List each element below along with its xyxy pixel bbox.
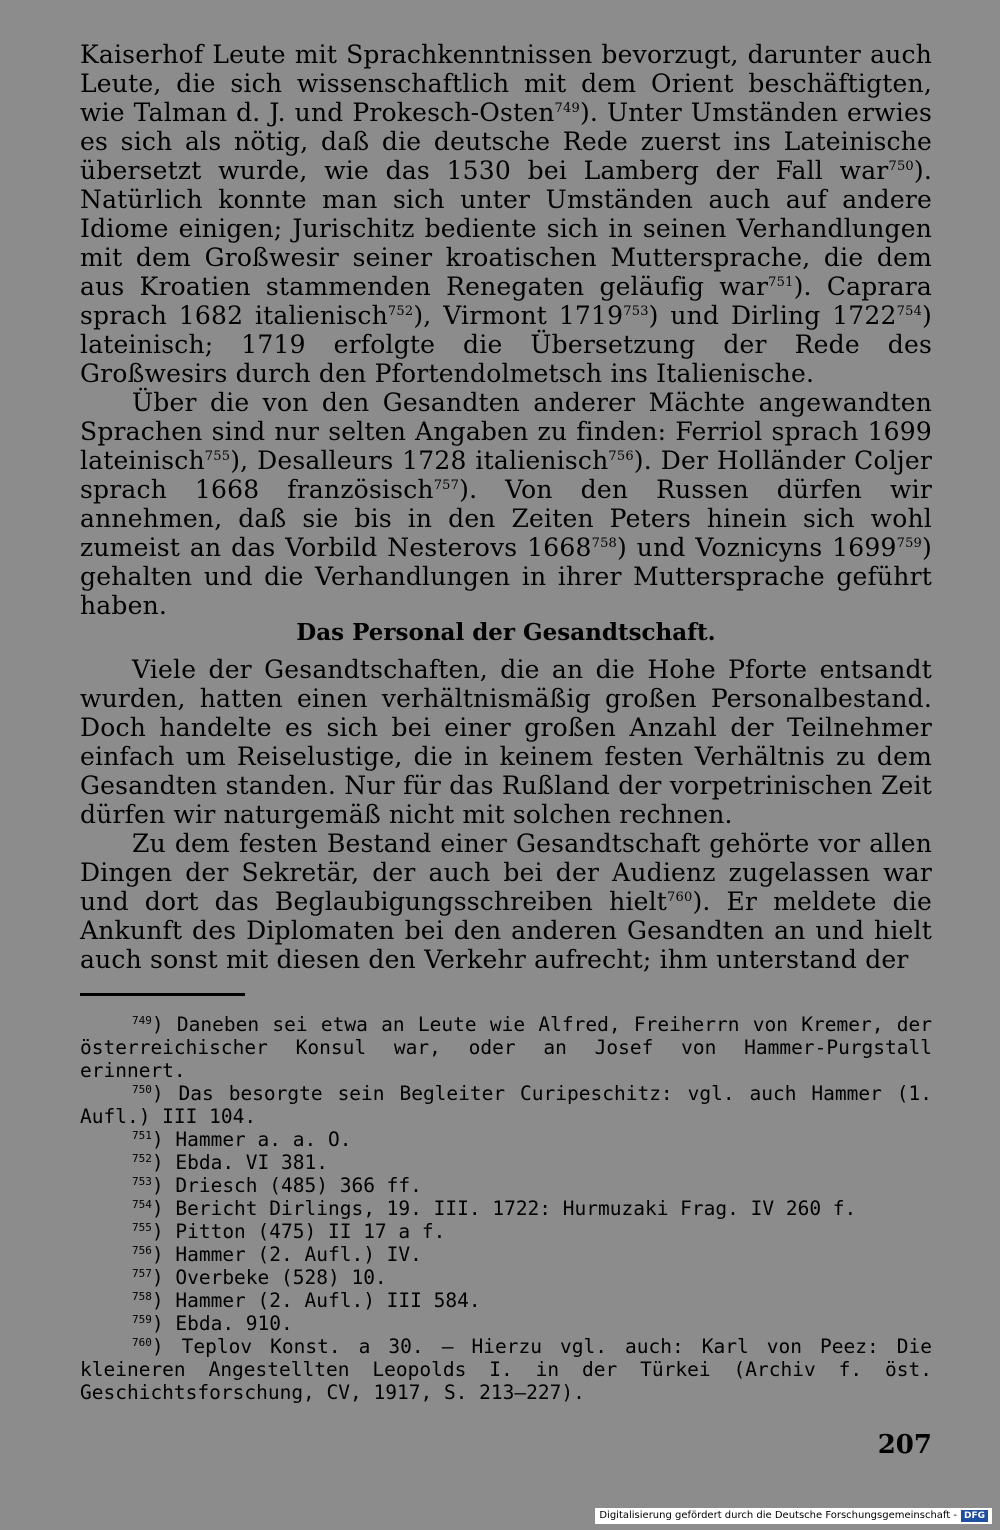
footnote-number: 751 <box>132 1129 152 1142</box>
footnote-number: 750 <box>132 1083 152 1096</box>
text-run: Kaiserhof Leute mit Sprachkenntnissen bevorzugt, darunter auch Leute, die sich wissenschaftlich mit dem Orient beschäftigten, wie Talman d. J. und Prokesch-Osten <box>80 40 932 127</box>
footnote <box>80 1174 932 1197</box>
credit-text: Digitalisierung gefördert durch die Deutsche Forschungsgemeinschaft - <box>599 1510 957 1521</box>
footnote-number: 752 <box>132 1152 152 1165</box>
text-run: ). Von den Russen dürfen wir annehmen, daß sie bis in den Zeiten Peters hinein sich wohl zumeist an das Vorbild Nesterovs 1668 <box>80 475 932 562</box>
footnote <box>80 1266 932 1289</box>
footnote-number: 756 <box>132 1244 152 1257</box>
footnote-separator <box>80 993 245 996</box>
footnote <box>80 1335 932 1404</box>
footnote-ref: 757 <box>433 478 460 493</box>
footnote-text: ) Hammer (2. Aufl.) IV. <box>151 1243 422 1266</box>
footnote-number: 753 <box>132 1175 152 1188</box>
text-run: Zu dem festen Bestand einer Gesandtschaft gehörte vor allen Dingen der Sekretär, der auch bei der Audienz zugelassen war und dort das Beglaubigungsschreiben hielt <box>80 829 932 916</box>
footnote-text: ) Hammer a. a. O. <box>151 1128 352 1151</box>
dfg-logo-icon: DFG <box>961 1510 988 1522</box>
footnote-number: 759 <box>132 1313 152 1326</box>
body-text-section <box>80 655 932 974</box>
paragraph <box>80 655 932 829</box>
footnote-number: 755 <box>132 1221 152 1234</box>
footnote-text: ) Teplov Konst. a 30. — Hierzu vgl. auch: Karl von Peez: Die kleineren Angestellten Leopolds I. in der Türkei (Archiv f. öst. Geschichtsforschung, CV, 1917, S. 213—227). <box>80 1335 932 1404</box>
footnote <box>80 1013 932 1082</box>
section-heading: Das Personal der Gesandtschaft. <box>296 619 716 646</box>
footnote-text: ) Ebda. 910. <box>151 1312 293 1335</box>
footnote-number: 758 <box>132 1290 152 1303</box>
footnote-number: 760 <box>132 1336 152 1349</box>
footnote-number: 754 <box>132 1198 152 1211</box>
footnote <box>80 1312 932 1335</box>
footnote-text: ) Bericht Dirlings, 19. III. 1722: Hurmuzaki Frag. IV 260 f. <box>151 1197 857 1220</box>
text-run: ) lateinisch; 1719 erfolgte die Übersetzung der Rede des Großwesirs durch den Pfortendolmetsch ins Italienische. <box>80 301 933 388</box>
footnote-text: ) Overbeke (528) 10. <box>151 1266 387 1289</box>
footnote-ref: 758 <box>591 536 618 551</box>
footnote-text: ) Hammer (2. Aufl.) III 584. <box>151 1289 481 1312</box>
footnote-ref: 760 <box>667 890 693 905</box>
text-run: ). Caprara sprach 1682 italienisch <box>80 272 932 330</box>
text-run: ). Der Holländer Coljer sprach 1668 französisch <box>80 446 932 504</box>
text-run: ), Desalleurs 1728 italienisch <box>230 446 609 475</box>
text-run: ). Unter Umständen erwies es sich als nötig, daß die deutsche Rede zuerst ins Lateinische übersetzt wurde, wie das 1530 bei Lamberg der Fall war <box>80 98 932 185</box>
footnote-text: ) Das besorgte sein Begleiter Curipeschitz: vgl. auch Hammer (1. Aufl.) III 104. <box>80 1082 932 1128</box>
footnote-ref: 753 <box>623 304 649 319</box>
footnote-number: 749 <box>132 1014 152 1027</box>
footnote-ref: 756 <box>608 449 634 464</box>
footnote <box>80 1289 932 1312</box>
paragraph <box>80 829 932 974</box>
text-run: ) gehalten und die Verhandlungen in ihrer Muttersprache geführt haben. <box>80 533 932 620</box>
text-run: ). Er meldete die Ankunft des Diplomaten bei den anderen Gesandten an und hielt auch sonst mit diesen den Verkehr aufrecht; ihm unterstand der <box>80 887 932 974</box>
digitization-credit <box>595 1508 992 1524</box>
footnote <box>80 1151 932 1174</box>
footnote <box>80 1128 932 1151</box>
footnote-ref: 751 <box>768 275 794 290</box>
footnote-text: ) Ebda. VI 381. <box>151 1151 328 1174</box>
footnote-ref: 752 <box>387 304 414 319</box>
footnote <box>80 1082 932 1128</box>
page-number: 207 <box>877 1430 932 1460</box>
paragraph <box>80 40 932 388</box>
footnote-ref: 755 <box>204 449 231 464</box>
footnote <box>80 1243 932 1266</box>
paragraph <box>80 388 932 620</box>
footnote-ref: 749 <box>554 101 580 116</box>
footnote-ref: 750 <box>888 159 914 174</box>
body-text-top <box>80 40 932 620</box>
footnotes <box>80 1013 932 1404</box>
footnote <box>80 1220 932 1243</box>
text-run: ), Virmont 1719 <box>413 301 624 330</box>
footnote-text: ) Daneben sei etwa an Leute wie Alfred, Freiherrn von Kremer, der österreichischer Konsul war, oder an Josef von Hammer-Purgstall erinnert. <box>80 1013 932 1082</box>
footnote-text: ) Driesch (485) 366 ff. <box>151 1174 422 1197</box>
footnote-ref: 759 <box>896 536 923 551</box>
footnote <box>80 1197 932 1220</box>
footnote-ref: 754 <box>896 304 923 319</box>
text-run: Viele der Gesandtschaften, die an die Hohe Pforte entsandt wurden, hatten einen verhältnismäßig großen Personalbestand. Doch handelte es sich bei einer großen Anzahl der Teilnehmer einfach um Reiselustige, die in keinem festen Verhältnis zu dem Gesandten standen. Nur für das Rußland der vorpetrinischen Zeit dürfen wir naturgemäß nicht mit solchen rechnen. <box>80 655 932 829</box>
footnote-number: 757 <box>132 1267 152 1280</box>
text-run: ). Natürlich konnte man sich unter Umständen auch auf andere Idiome einigen; Jurischitz bediente sich in seinen Verhandlungen mit dem Großwesir seiner kroatischen Muttersprache, die dem aus Kroatien stammenden Renegaten geläufig war <box>80 156 932 301</box>
footnote-text: ) Pitton (475) II 17 a f. <box>151 1220 446 1243</box>
text-run: Über die von den Gesandten anderer Mächte angewandten Sprachen sind nur selten Angaben zu finden: Ferriol sprach 1699 lateinisch <box>80 388 932 475</box>
text-run: ) und Dirling 1722 <box>648 301 897 330</box>
text-run: ) und Voznicyns 1699 <box>617 533 897 562</box>
